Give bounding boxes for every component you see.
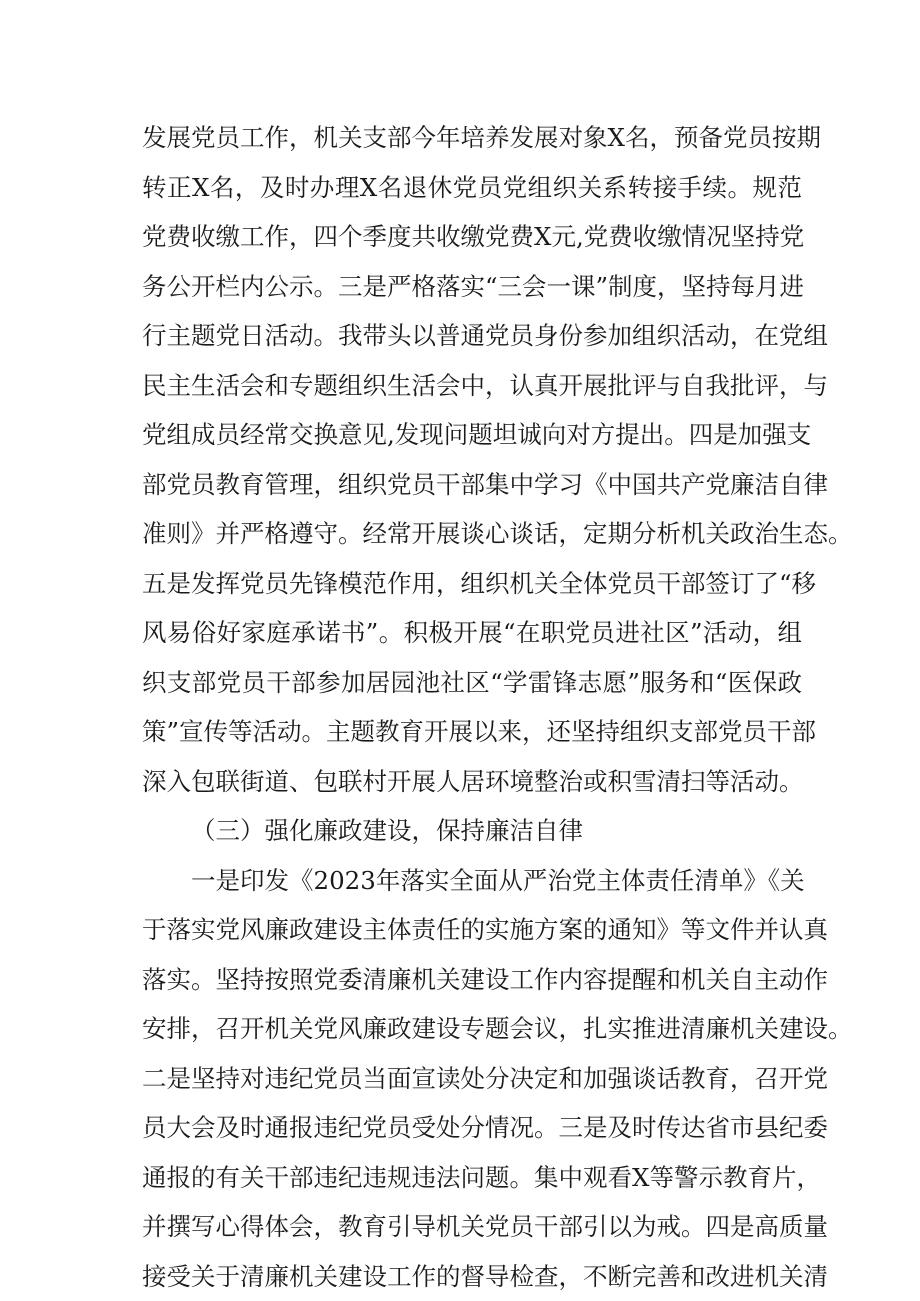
text-line: 策”宣传等活动。主题教育开展以来，还坚持组织支部党员干部 bbox=[142, 717, 817, 746]
text-line: 准则》并严格遵守。经常开展谈心谈话，定期分析机关政治生态。 bbox=[142, 519, 853, 548]
text-line: 通报的有关干部违纪违规违法问题。集中观看X等警示教育片， bbox=[142, 1162, 821, 1192]
text-line: 党费收缴工作，四个季度共收缴党费X元,党费收缴情况坚持党 bbox=[142, 222, 805, 251]
text-line: 落实。坚持按照党委清廉机关建设工作内容提醒和机关自主动作 bbox=[142, 964, 828, 994]
text-line: 于落实党风廉政建设主体责任的实施方案的通知》等文件并认真 bbox=[142, 915, 828, 944]
text-line: 部党员教育管理，组织党员干部集中学习《中国共产党廉洁自律 bbox=[142, 469, 828, 499]
paragraph-clean-governance bbox=[142, 856, 853, 1301]
section-heading: （三）强化廉政建设，保持廉洁自律 bbox=[191, 816, 583, 845]
text-line: 行主题党日活动。我带头以普通党员身份参加组织活动，在党组 bbox=[142, 321, 828, 350]
text-line: 接受关于清廉机关建设工作的督导检查，不断完善和改进机关清 bbox=[142, 1261, 828, 1291]
text-line: 党组成员经常交换意见,发现问题坦诚向对方提出。四是加强支 bbox=[142, 420, 812, 449]
text-line: 民主生活会和专题组织生活会中，认真开展批评与自我批评，与 bbox=[142, 370, 828, 400]
text-line: 发展党员工作，机关支部今年培养发展对象X名，预备党员按期 bbox=[142, 123, 821, 152]
text-line: 员大会及时通报违纪党员受处分情况。三是及时传达省市县纪委 bbox=[142, 1113, 828, 1142]
text-line: 织支部党员干部参加居园池社区“学雷锋志愿”服务和“医保政 bbox=[142, 667, 802, 697]
text-line: 一是印发《2023年落实全面从严治党主体责任清单》《关 bbox=[191, 865, 805, 895]
text-line: 安排，召开机关党风廉政建设专题会议，扎实推进清廉机关建设。 bbox=[142, 1014, 853, 1043]
text-line: 务公开栏内公示。三是严格落实“三会一课”制度，坚持每月进 bbox=[142, 271, 805, 301]
text-line: 深入包联街道、包联村开展人居环境整治或积雪清扫等活动。 bbox=[142, 766, 804, 796]
text-line: 转正X名，及时办理X名退休党员党组织关系转接手续。规范 bbox=[142, 172, 802, 202]
text-line: 五是发挥党员先锋模范作用，组织机关全体党员干部签订了“移 bbox=[142, 568, 817, 598]
paragraph-party-membership bbox=[142, 113, 853, 806]
document-body bbox=[142, 113, 853, 1301]
text-line: 风易俗好家庭承诺书”。积极开展“在职党员进社区”活动，组 bbox=[142, 618, 802, 647]
text-line: 二是坚持对违纪党员当面宣读处分决定和加强谈话教育，召开党 bbox=[142, 1063, 828, 1093]
text-line: 并撰写心得体会，教育引导机关党员干部引以为戒。四是高质量 bbox=[142, 1212, 828, 1241]
